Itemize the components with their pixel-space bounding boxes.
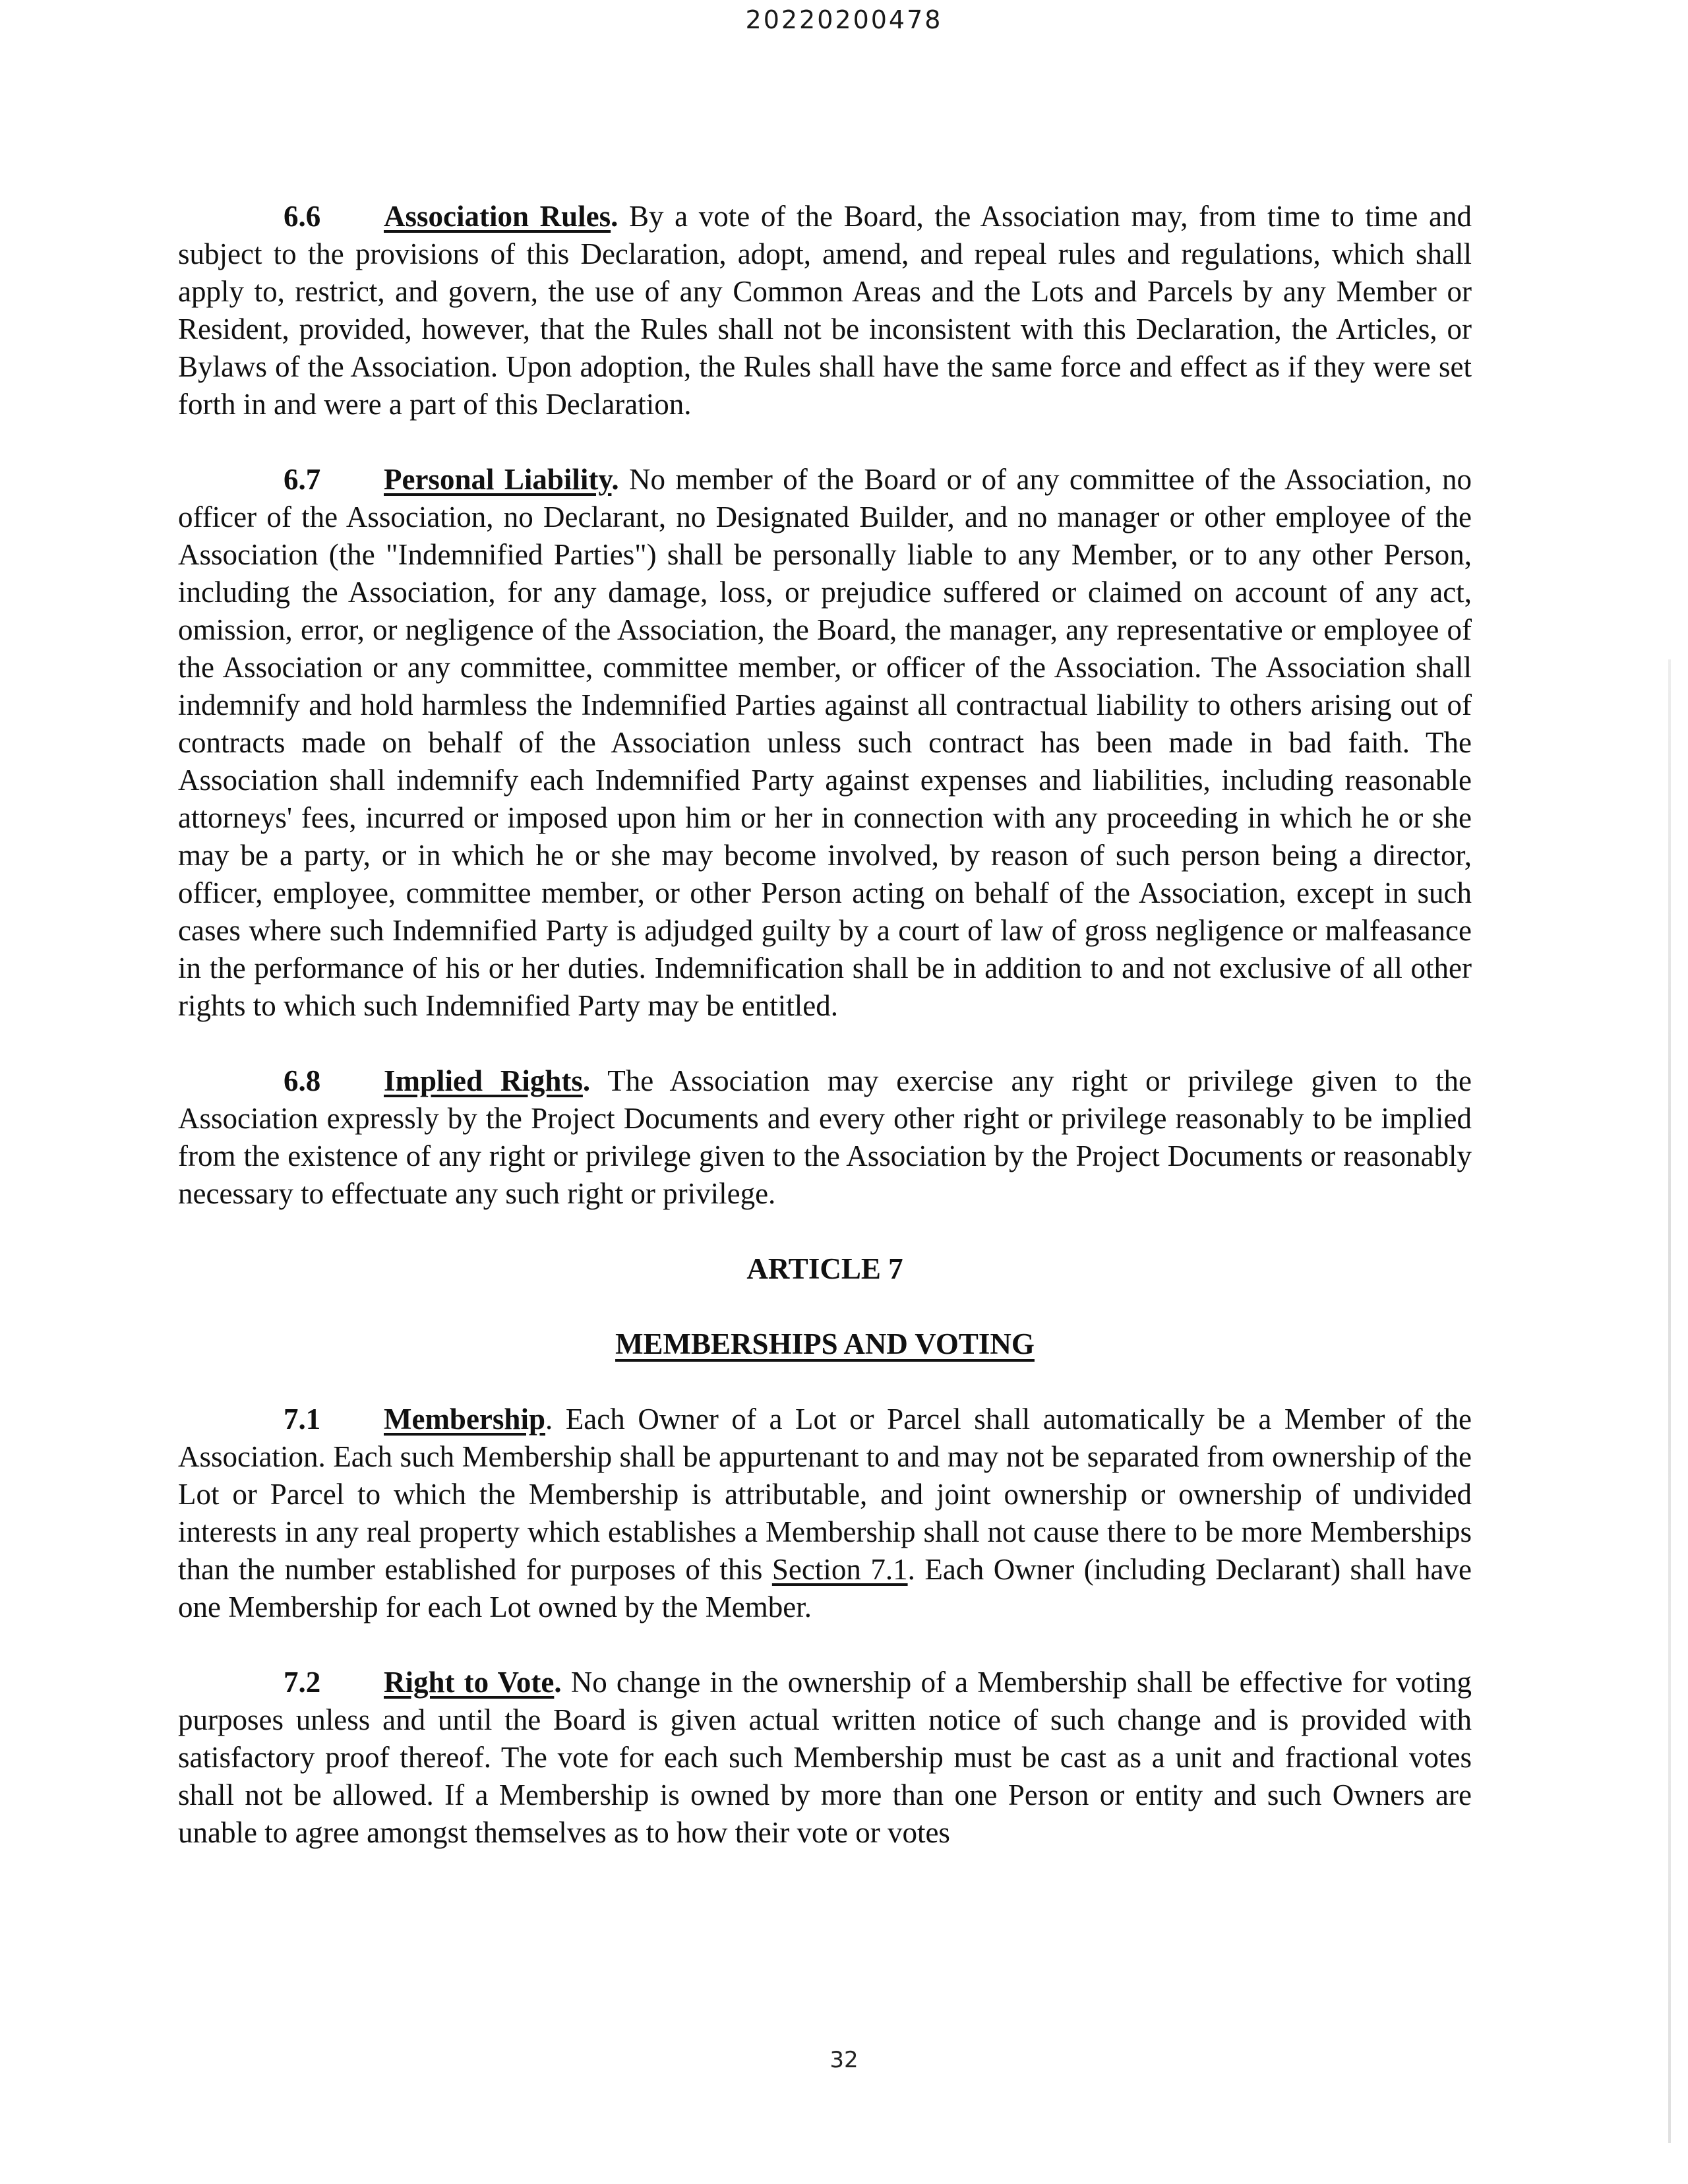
section-title-punct: . bbox=[554, 1666, 562, 1699]
section-body: The Association may exercise any right or privilege given to the Association expressly by the Project Documents and every other right or privilege reasonably to be implied from the existence of any right or privilege given to the Association by the Project Documents or reasonably necessary to effectuate any such right or privilege. bbox=[178, 1064, 1472, 1210]
section-7-1 bbox=[178, 1401, 1472, 1626]
section-body: By a vote of the Board, the Association may, from time to time and subject to the provisions of this Declaration, adopt, amend, and repeal rules and regulations, which shall apply to, restrict, and govern, the use of any Common Areas and the Lots and Parcels by any Member or Resident, provided, however, that the Rules shall not be inconsistent with this Declaration, the Articles, or Bylaws of the Association. Upon adoption, the Rules shall have the same force and effect as if they were set forth in and were a part of this Declaration. bbox=[178, 200, 1472, 421]
section-6-6 bbox=[178, 198, 1472, 423]
section-title: Personal Liability bbox=[384, 463, 612, 496]
section-body-part-b: . Each Owner (including Declarant) shall have one Membership for each Lot owned by the Member. bbox=[178, 1553, 1472, 1623]
article-title: MEMBERSHIPS AND VOTING bbox=[615, 1327, 1035, 1360]
section-title: Right to Vote bbox=[384, 1666, 555, 1699]
page-number: 32 bbox=[829, 2047, 859, 2073]
section-title-punct: . bbox=[545, 1403, 553, 1436]
section-title-punct: . bbox=[611, 463, 619, 496]
section-title-punct: . bbox=[611, 200, 618, 233]
section-body: No change in the ownership of a Membership shall be effective for voting purposes unless and until the Board is given actual written notice of such change and is provided with satisfactory proof thereof. The vote for each such Membership must be cast as a unit and fractional votes shall not be allowed. If a Membership is owned by more than one Person or entity and such Owners are unable to agree amongst themselves as to how their vote or votes bbox=[178, 1666, 1472, 1849]
section-number: 6.7 bbox=[284, 463, 321, 496]
section-number: 6.8 bbox=[284, 1064, 321, 1097]
section-body: No member of the Board or of any committee of the Association, no officer of the Association, no Declarant, no Designated Builder, and no manager or other employee of the Association (the "Indemnified Parties") shall be personally liable to any Member, or to any other Person, including the Association, for any damage, loss, or prejudice suffered or claimed on account of any act, omission, error, or negligence of the Association, the Board, the manager, any representative or employee of the Association or any committee, committee member, or officer of the Association. The Association shall indemnify and hold harmless the Indemnified Parties against all contractual liability to others arising out of contracts made on behalf of the Association unless such contract has been made in bad faith. The Association shall indemnify each Indemnified Party against expenses and liabilities, including reasonable attorneys' fees, incurred or imposed upon him or her in connection with any proceeding in which he or she may be a party, or in which he or she may become involved, by reason of such person being a director, officer, employee, committee member, or other Person acting on behalf of the Association, except in such cases where such Indemnified Party is adjudged guilty by a court of law of gross negligence or malfeasance in the performance of his or her duties. Indemnification shall be in addition to and not exclusive of all other rights to which such Indemnified Party may be entitled. bbox=[178, 463, 1472, 1022]
section-number: 6.6 bbox=[284, 200, 321, 233]
document-number: 20220200478 bbox=[745, 5, 943, 34]
section-number: 7.1 bbox=[284, 1403, 321, 1436]
section-body-part-a: Each Owner of a Lot or Parcel shall automatically be a Member of the Association. Each such Membership shall be appurtenant to and may not be separated from ownership of the Lot or Parcel to which the Membership is attributable, and joint ownership or ownership of undivided interests in any real property which establishes a Membership shall not cause there to be more Memberships than the number established for purposes of this bbox=[178, 1403, 1472, 1586]
document-body bbox=[178, 198, 1472, 1852]
section-number: 7.2 bbox=[284, 1666, 321, 1699]
section-title: Implied Rights bbox=[384, 1064, 583, 1097]
section-title-punct: . bbox=[582, 1064, 591, 1097]
section-7-2 bbox=[178, 1664, 1472, 1852]
section-6-7 bbox=[178, 461, 1472, 1025]
scan-edge-artifact bbox=[1668, 659, 1671, 2143]
section-reference: Section 7.1 bbox=[771, 1553, 908, 1586]
section-title: Association Rules bbox=[384, 200, 611, 233]
section-6-8 bbox=[178, 1062, 1472, 1213]
section-title: Membership bbox=[384, 1403, 545, 1436]
article-heading: ARTICLE 7 bbox=[746, 1252, 903, 1285]
